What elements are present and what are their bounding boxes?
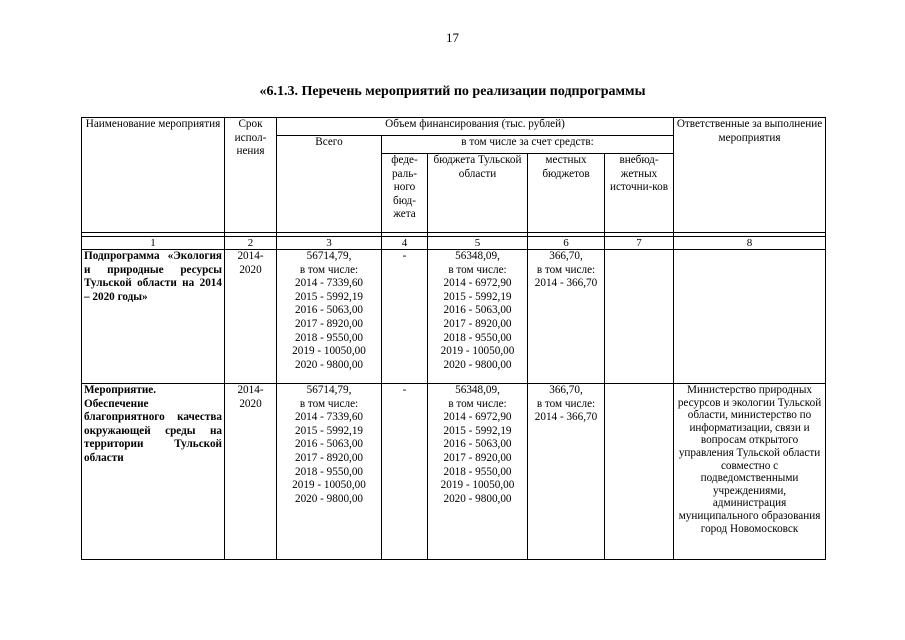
funding-line: 2020 - 9800,00 [443,358,512,371]
header-responsible: Ответственные за выполнение мероприятия [674,118,826,233]
funding-line: 2020 - 9800,00 [294,492,364,505]
header-row-1 [82,118,826,136]
funding-local [528,250,605,384]
column-number: 3 [277,237,382,250]
funding-line: в том числе: [299,263,359,276]
funding-line: 2014 - 6972,90 [443,411,512,424]
funding-line: 56348,09, [455,250,500,262]
funding-line: 56714,79, [306,250,352,262]
activity-name: Подпрограмма «Экология и природные ресурсы Тульской области на 2014 – 2020 годы» [82,250,225,384]
funding-federal: - [382,250,428,384]
funding-extrabudget [605,250,674,384]
funding-line: в том числе: [536,263,596,276]
activity-name: Мероприятие. Обеспечение благоприятного качества окружающей среды на территории Тульской области [82,384,225,560]
column-number: 6 [528,237,605,250]
funding-line: 2018 - 9550,00 [443,331,512,344]
funding-line: 2014 - 366,70 [534,277,598,290]
header-funding: Объем финансирования (тыс. рублей) [277,118,674,136]
funding-line: 2018 - 9550,00 [294,331,364,344]
funding-extrabudget [605,384,674,560]
funding-line: 2014 - 7339,60 [294,411,364,424]
header-local: местных бюджетов [528,154,605,233]
responsible: Министерство природных ресурсов и экологии Тульской области, министерство по информатизации, связи и вопросам открытого управления Тульской области совместно с подведомственными учреждениями, администрация муниципального образования город Новомосковск [674,384,826,560]
activity-term: 2014-2020 [225,384,277,560]
funding-line: 2019 - 10050,00 [292,345,366,358]
funding-line: 2020 - 9800,00 [294,358,364,371]
funding-line: 2014 - 366,70 [534,411,598,424]
funding-line: 366,70, [549,384,583,396]
header-term: Срок испол-нения [225,118,277,233]
funding-line: 2016 - 5063,00 [294,438,364,451]
funding-line: в том числе: [448,263,507,276]
column-number: 7 [605,237,674,250]
header-extrabudget: внебюд-жетных источни-ков [605,154,674,233]
header-federal: феде-раль-ного бюд-жета [382,154,428,233]
funding-line: 2015 - 5992,19 [294,290,364,303]
column-numbers-row [82,237,826,250]
funding-total [277,250,382,384]
funding-line: в том числе: [536,397,596,410]
header-name: Наименование мероприятия [82,118,225,233]
funding-local [528,384,605,560]
table-row [82,384,826,560]
funding-line: 2017 - 8920,00 [294,317,364,330]
funding-line: 2015 - 5992,19 [443,290,512,303]
funding-line: в том числе: [448,397,507,410]
funding-line: 56348,09, [455,384,500,396]
funding-line: 366,70, [549,250,583,262]
funding-line: 2016 - 5063,00 [443,438,512,451]
funding-line: 2014 - 6972,90 [443,277,512,290]
funding-line: 2016 - 5063,00 [443,304,512,317]
funding-line: 2018 - 9550,00 [294,465,364,478]
funding-line: 2017 - 8920,00 [294,451,364,464]
column-number: 1 [82,237,225,250]
column-number: 4 [382,237,428,250]
document-title: «6.1.3. Перечень мероприятий по реализации подпрограммы [259,84,646,99]
funding-line: 2015 - 5992,19 [443,424,512,437]
funding-line: 2017 - 8920,00 [443,451,512,464]
column-number: 8 [674,237,826,250]
funding-line: 2016 - 5063,00 [294,304,364,317]
funding-line: 2015 - 5992,19 [294,424,364,437]
funding-total [277,384,382,560]
funding-line: 2019 - 10050,00 [292,479,366,492]
funding-line: 2019 - 10050,00 [440,479,515,492]
column-number: 5 [428,237,528,250]
page-number: 17 [446,30,459,45]
activities-table [81,117,826,560]
responsible [674,250,826,384]
header-total: Всего [277,136,382,233]
column-number: 2 [225,237,277,250]
funding-line: 2014 - 7339,60 [294,277,364,290]
table-row [82,250,826,384]
funding-line: 2018 - 9550,00 [443,465,512,478]
activity-term: 2014-2020 [225,250,277,384]
header-including: в том числе за счет средств: [382,136,674,154]
funding-line: 2020 - 9800,00 [443,492,512,505]
funding-line: 56714,79, [306,384,352,396]
funding-line: в том числе: [299,397,359,410]
funding-regional [428,250,528,384]
funding-line: 2019 - 10050,00 [440,345,515,358]
header-regional: бюджета Тульской области [428,154,528,233]
funding-regional [428,384,528,560]
funding-federal: - [382,384,428,560]
funding-line: 2017 - 8920,00 [443,317,512,330]
